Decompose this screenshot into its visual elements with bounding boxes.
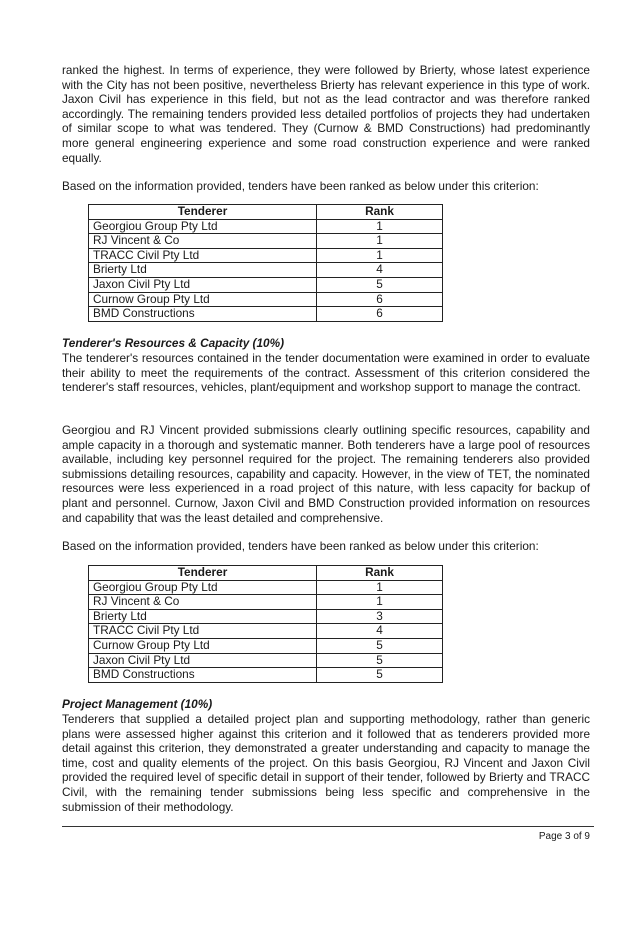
tenderer-cell: RJ Vincent & Co — [89, 234, 317, 249]
rank-cell: 1 — [317, 234, 443, 249]
table-header-row — [89, 205, 443, 220]
table-row — [89, 307, 443, 322]
table-row — [89, 653, 443, 668]
table-row — [89, 668, 443, 683]
table-row — [89, 234, 443, 249]
table-header-rank: Rank — [317, 566, 443, 581]
rank-cell: 4 — [317, 624, 443, 639]
tenderer-cell: Brierty Ltd — [89, 609, 317, 624]
section-heading-resources: Tenderer's Resources & Capacity (10%) — [62, 336, 285, 350]
tenderer-cell: Brierty Ltd — [89, 263, 317, 278]
rank-cell: 3 — [317, 609, 443, 624]
table-header-tenderer: Tenderer — [89, 566, 317, 581]
ranking-intro-1: Based on the information provided, tenders have been ranked as below under this criterion: — [62, 179, 539, 193]
rank-cell: 5 — [317, 277, 443, 292]
rank-cell: 1 — [317, 248, 443, 263]
tenderer-cell: Georgiou Group Pty Ltd — [89, 219, 317, 234]
page-number: Page 3 of 9 — [538, 831, 590, 842]
tenderer-cell: TRACC Civil Pty Ltd — [89, 624, 317, 639]
rank-cell: 4 — [317, 263, 443, 278]
table-row — [89, 624, 443, 639]
ranking-table-experience — [88, 204, 443, 322]
ranking-table-resources — [88, 565, 443, 683]
tenderer-cell: Georgiou Group Pty Ltd — [89, 580, 317, 595]
table-row — [89, 219, 443, 234]
table-header-tenderer: Tenderer — [89, 205, 317, 220]
tenderer-cell: Jaxon Civil Pty Ltd — [89, 277, 317, 292]
rank-cell: 5 — [317, 653, 443, 668]
tenderer-cell: Jaxon Civil Pty Ltd — [89, 653, 317, 668]
table-row — [89, 580, 443, 595]
tenderer-cell: BMD Constructions — [89, 668, 317, 683]
table-row — [89, 609, 443, 624]
table-header-rank: Rank — [317, 205, 443, 220]
tenderer-cell: Curnow Group Pty Ltd — [89, 638, 317, 653]
tenderer-cell: BMD Constructions — [89, 307, 317, 322]
project-management-paragraph: Tenderers that supplied a detailed project plan and supporting methodology, rather than generic plans were assessed higher against this criterion and it followed that as tenderers provided more detail against this criterion, they demonstrated a greater understanding and capacity to manage the time, cost and quality elements of the project. On this basis Georgiou, RJ Vincent and Jaxon Civil provided the required level of specific detail in support of their tender, followed by Brierty and TRACC Civil, with the remaining tender submissions being less specific and comprehensive in the submission of their methodology. — [62, 712, 590, 814]
tenderer-cell: RJ Vincent & Co — [89, 595, 317, 610]
resources-paragraph-2: Georgiou and RJ Vincent provided submissions clearly outlining specific resources, capability and ample capacity in a thorough and systematic manner. Both tenderers have a large pool of resources available, including key personnel required for the project. The remaining tenderers also provided submissions detailing resources, capability and capacity. However, in the view of TET, the nominated resources were less experienced in a road project of this nature, with less capacity for backup of plant and personnel. Curnow, Jaxon Civil and BMD Construction provided information on resources and capability that was the least detailed and comprehensive. — [62, 423, 590, 525]
footer-divider — [62, 826, 594, 827]
table-row — [89, 595, 443, 610]
tenderer-cell: Curnow Group Pty Ltd — [89, 292, 317, 307]
rank-cell: 6 — [317, 292, 443, 307]
section-heading-project-management: Project Management (10%) — [62, 697, 213, 711]
table-row — [89, 638, 443, 653]
intro-paragraph: ranked the highest. In terms of experience, they were followed by Brierty, whose latest experience with the City has not been positive, nevertheless Brierty has relevant experience in this type of work. Jaxon Civil has experience in this field, but not as the lead contractor and was therefore ranked accordingly. The remaining tenders provided less detailed portfolios of projects they had undertaken of similar scope to what was tendered. They (Curnow & BMD Constructions) had predominantly more general engineering experience and some road construction experience and were ranked equally. — [62, 63, 590, 165]
table-header-row — [89, 566, 443, 581]
table-row — [89, 292, 443, 307]
ranking-intro-2: Based on the information provided, tenders have been ranked as below under this criterion: — [62, 539, 539, 553]
rank-cell: 5 — [317, 668, 443, 683]
rank-cell: 1 — [317, 580, 443, 595]
rank-cell: 6 — [317, 307, 443, 322]
rank-cell: 1 — [317, 219, 443, 234]
table-row — [89, 248, 443, 263]
table-row — [89, 277, 443, 292]
rank-cell: 1 — [317, 595, 443, 610]
table-row — [89, 263, 443, 278]
resources-paragraph-1: The tenderer's resources contained in the tender documentation were examined in order to evaluate their ability to meet the requirements of the contract. Assessment of this criterion considered the tenderer's staff resources, vehicles, plant/equipment and workshop support to manage the contract. — [62, 351, 590, 395]
rank-cell: 5 — [317, 638, 443, 653]
tenderer-cell: TRACC Civil Pty Ltd — [89, 248, 317, 263]
